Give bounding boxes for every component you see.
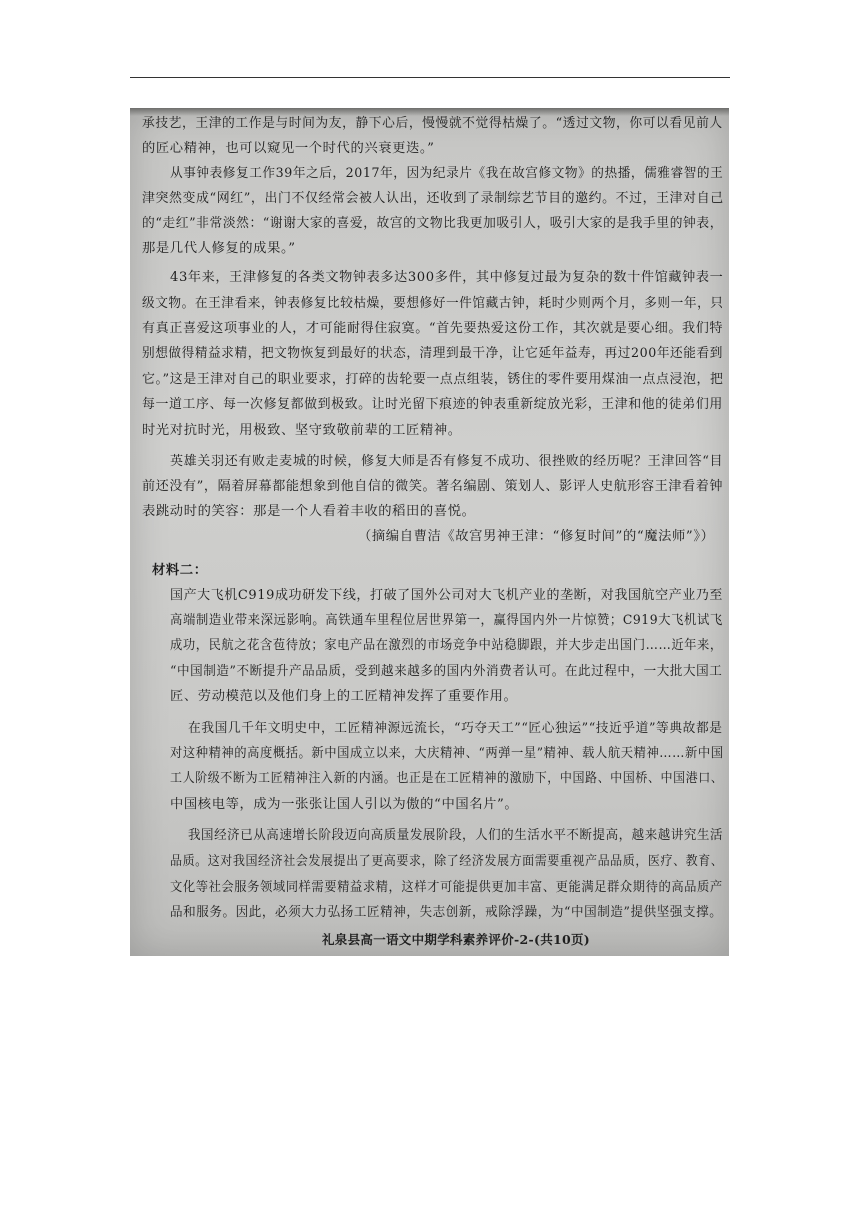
text-line: 成功，民航之花含苞待放；家电产品在激烈的市场竞争中站稳脚跟，并大步走出国门……近年来，	[170, 638, 723, 653]
document-text	[130, 108, 729, 956]
text-line: 前还没有”，隔着屏幕都能想象到他自信的微笑。著名编剧、策划人、影评人史航形容王津看着钟	[142, 479, 724, 494]
text-line: 我国经济已从高速增长阶段迈向高质量发展阶段，人们的生活水平不断提高，越来越讲究生活	[188, 828, 724, 843]
text-line: 从事钟表修复工作39年之后，2017年，因为纪录片《我在故宫修文物》的热播，儒雅睿智的王	[170, 166, 724, 181]
text-line: 承技艺，王津的工作是与时间为友，静下心后，慢慢就不觉得枯燥了。“透过文物，你可以看见前人	[142, 116, 723, 131]
text-line: 匠、劳动模范以及他们身上的工匠精神发挥了重要作用。	[170, 689, 518, 704]
text-line: 中国核电等，成为一张张让国人引以为傲的“中国名片”。	[170, 797, 519, 812]
text-line: 国产大飞机C919成功研发下线，打破了国外公司对大飞机产业的垄断，对我国航空产业乃至	[170, 588, 724, 603]
text-line: 品和服务。因此，必须大力弘扬工匠精神，失志创新，戒除浮躁，为“中国制造”提供坚强支撑。	[170, 905, 723, 920]
text-line: “中国制造”不断提升产品品质，受到越来越多的国内外消费者认可。在此过程中，一大批大国工	[170, 664, 723, 679]
text-line: 的匠心精神，也可以窥见一个时代的兴衰更迭。”	[142, 141, 435, 156]
text-line: 时光对抗时光，用极致、坚守致敬前辈的工匠精神。	[142, 423, 462, 438]
text-line: 对这种精神的高度概括。新中国成立以来，大庆精神、“两弹一星”精神、载人航天精神……新中国	[170, 746, 724, 761]
top-rule	[130, 77, 730, 78]
text-line: 高端制造业带来深远影响。高铁通车里程位居世界第一，赢得国内外一片惊赞；C919大飞机试飞	[170, 613, 723, 628]
text-line: 文化等社会服务领域同样需要精益求精，这样才可能提供更加丰富、更能满足群众期待的高品质产	[170, 880, 723, 895]
text-line: 表跳动时的笑容：那是一个人看着丰收的稻田的喜悦。	[142, 504, 476, 519]
text-line: 那是几代人修复的成果。”	[142, 241, 296, 256]
text-line: 它。”这是王津对自己的职业要求，打碎的齿轮要一点点组装，锈住的零件要用煤油一点点浸泡，把	[142, 372, 724, 387]
text-line: 别想做得精益求精，把文物恢复到最好的状态，清理到最干净，让它延年益寿，再过200年还能看到	[142, 346, 723, 361]
text-line: 有真正喜爱这项事业的人，才可能耐得住寂寞。“首先要热爱这份工作，其次就是要心细。我们特	[142, 321, 724, 336]
page-footer: 礼泉县高一语文中期学科素养评价-2-(共10页)	[322, 932, 590, 947]
text-line: 品质。这对我国经济社会发展提出了更高要求，除了经济发展方面需要重视产品品质，医疗、教育、	[170, 854, 724, 869]
text-line: 工人阶级不断为工匠精神注入新的内涵。也正是在工匠精神的激励下，中国路、中国桥、中国港口、	[170, 771, 724, 786]
section-heading: 材料二：	[152, 563, 208, 578]
text-line: 津突然变成“网红”，出门不仅经常会被人认出，还收到了录制综艺节目的邀约。不过，王津对自己	[142, 191, 724, 206]
text-line: 级文物。在王津看来，钟表修复比较枯燥，要想修好一件馆藏古钟，耗时少则两个月，多则一年，只	[142, 296, 724, 311]
text-line: 英雄关羽还有败走麦城的时候，修复大师是否有修复不成功、很挫败的经历呢？王津回答“目	[170, 454, 724, 469]
text-line: 43年来，王津修复的各类文物钟表多达300多件，其中修复过最为复杂的数十件馆藏钟表一	[170, 270, 724, 285]
source-citation: （摘编自曹洁《故宫男神王津：“修复时间”的“魔法师”》）	[358, 529, 715, 544]
text-line: 在我国几千年文明史中，工匠精神源远流长，“巧夺天工”“匠心独运”“技近乎道”等典故都是	[188, 721, 723, 736]
text-line: 每一道工序、每一次修复都做到极致。让时光留下痕迹的钟表重新绽放光彩，王津和他的徒弟们用	[142, 397, 723, 412]
text-line: 的“走红”非常淡然：“谢谢大家的喜爱，故宫的文物比我更加吸引人，吸引大家的是我手里的钟表，	[142, 216, 724, 231]
scanned-page-photo	[130, 108, 729, 956]
